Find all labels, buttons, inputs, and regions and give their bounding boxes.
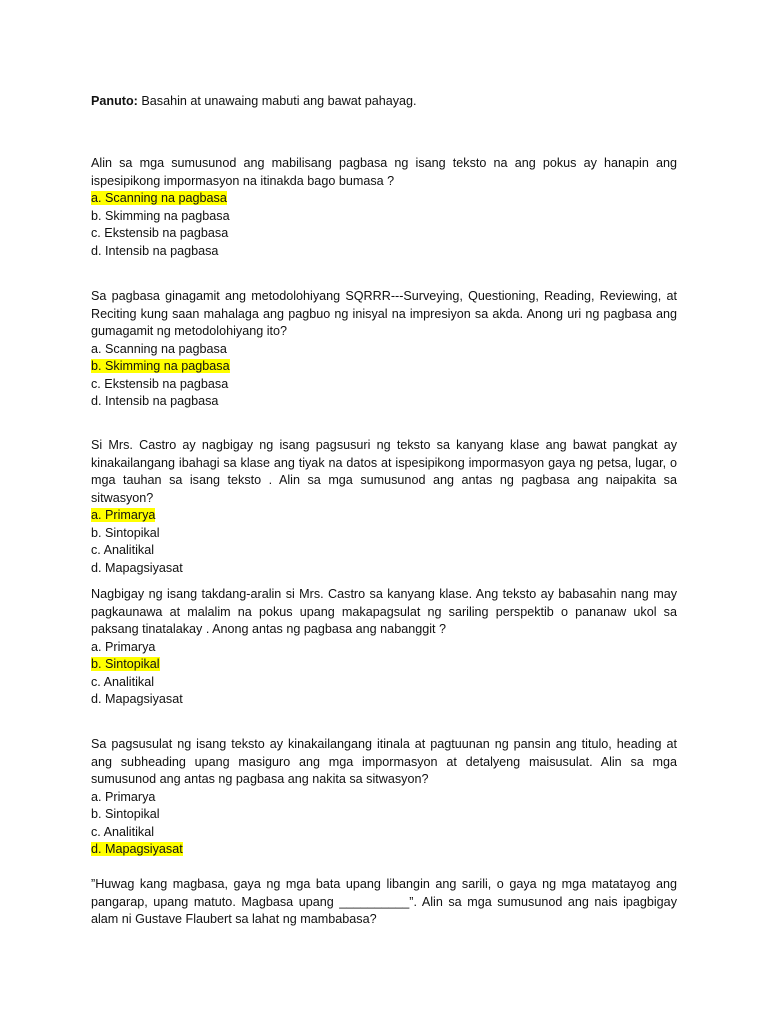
option-d: d. Intensib na pagbasa xyxy=(91,394,219,408)
option-c: c. Ekstensib na pagbasa xyxy=(91,376,229,391)
question-5 xyxy=(91,736,677,859)
option-a: a. Primarya xyxy=(91,789,156,804)
option-b: b. Sintopikal xyxy=(91,807,160,821)
option-a: a. Scanning na pagbasa xyxy=(91,341,227,356)
option-b: b. Skimming na pagbasa xyxy=(91,359,230,373)
option-a: a. Scanning na pagbasa xyxy=(91,191,227,205)
option-c: c. Analitikal xyxy=(91,824,154,839)
option-d: d. Mapagsiyasat xyxy=(91,842,183,856)
option-b: b. Sintopikal xyxy=(91,657,160,671)
question-6 xyxy=(91,876,677,929)
option-a: a. Primarya xyxy=(91,508,156,522)
option-c: c. Ekstensib na pagbasa xyxy=(91,226,229,240)
instructions-text: Basahin at unawaing mabuti ang bawat pahayag. xyxy=(141,94,417,108)
instructions xyxy=(91,93,677,111)
question-1 xyxy=(91,155,677,260)
option-d: d. Mapagsiyasat xyxy=(91,692,183,706)
question-stem: Si Mrs. Castro ay nagbigay ng isang pagsusuri ng teksto sa kanyang klase ang bawat pangkat ay kinakailangang ibahagi sa klase ang tiyak na datos at ispesipikong impormasyon gaya ng petsa, lugar, o mga tauhan sa isang teksto . Alin sa mga sumusunod ang antas ng pagbasa ang naipakita sa sitwasyon? xyxy=(91,438,677,505)
question-4 xyxy=(91,586,677,709)
option-c: c. Analitikal xyxy=(91,543,154,557)
option-d: d. Mapagsiyasat xyxy=(91,560,183,575)
instructions-label: Panuto: xyxy=(91,94,138,108)
question-stem: Sa pagsusulat ng isang teksto ay kinakailangang itinala at pagtuunan ng pansin ang titulo, heading at ang subheading upang masiguro ang mga impormasyon at detalyeng maisusulat. Alin sa mga sumusunod ang antas ng pagbasa ang nakita sa sitwasyon? xyxy=(91,737,677,786)
question-stem: ”Huwag kang magbasa, gaya ng mga bata upang libangin ang sarili, o gaya ng mga matatayog ang pangarap, upang matuto. Magbasa upang __________”. Alin sa mga sumusunod ang nais ipagbigay alam ni Gustave Flaubert sa lahat ng mambabasa? xyxy=(91,877,677,926)
question-2 xyxy=(91,288,677,411)
option-c: c. Analitikal xyxy=(91,674,154,689)
question-stem: Alin sa mga sumusunod ang mabilisang pagbasa ng isang teksto na ang pokus ay hanapin ang ispesipikong impormasyon na itinakda bago bumasa ? xyxy=(91,156,677,188)
question-stem: Sa pagbasa ginagamit ang metodolohiyang SQRRR---Surveying, Questioning, Reading, Reviewing, at Reciting kung saan mahalaga ang pagbuo ng inisyal na impresiyon sa akda. Anong uri ng pagbasa ang gumagamit ng metodolohiyang ito? xyxy=(91,289,677,338)
option-d: d. Intensib na pagbasa xyxy=(91,243,219,258)
option-b: b. Sintopikal xyxy=(91,525,160,540)
option-a: a. Primarya xyxy=(91,639,156,654)
option-b: b. Skimming na pagbasa xyxy=(91,208,230,223)
question-3 xyxy=(91,437,677,577)
question-stem: Nagbigay ng isang takdang-aralin si Mrs. Castro sa kanyang klase. Ang teksto ay babasahin nang may pagkaunawa at malalim na pokus upang makapagsulat ng sariling perspektib o pananaw ukol sa paksang tinatalakay . Anong antas ng pagbasa ang nabanggit ? xyxy=(91,587,677,636)
